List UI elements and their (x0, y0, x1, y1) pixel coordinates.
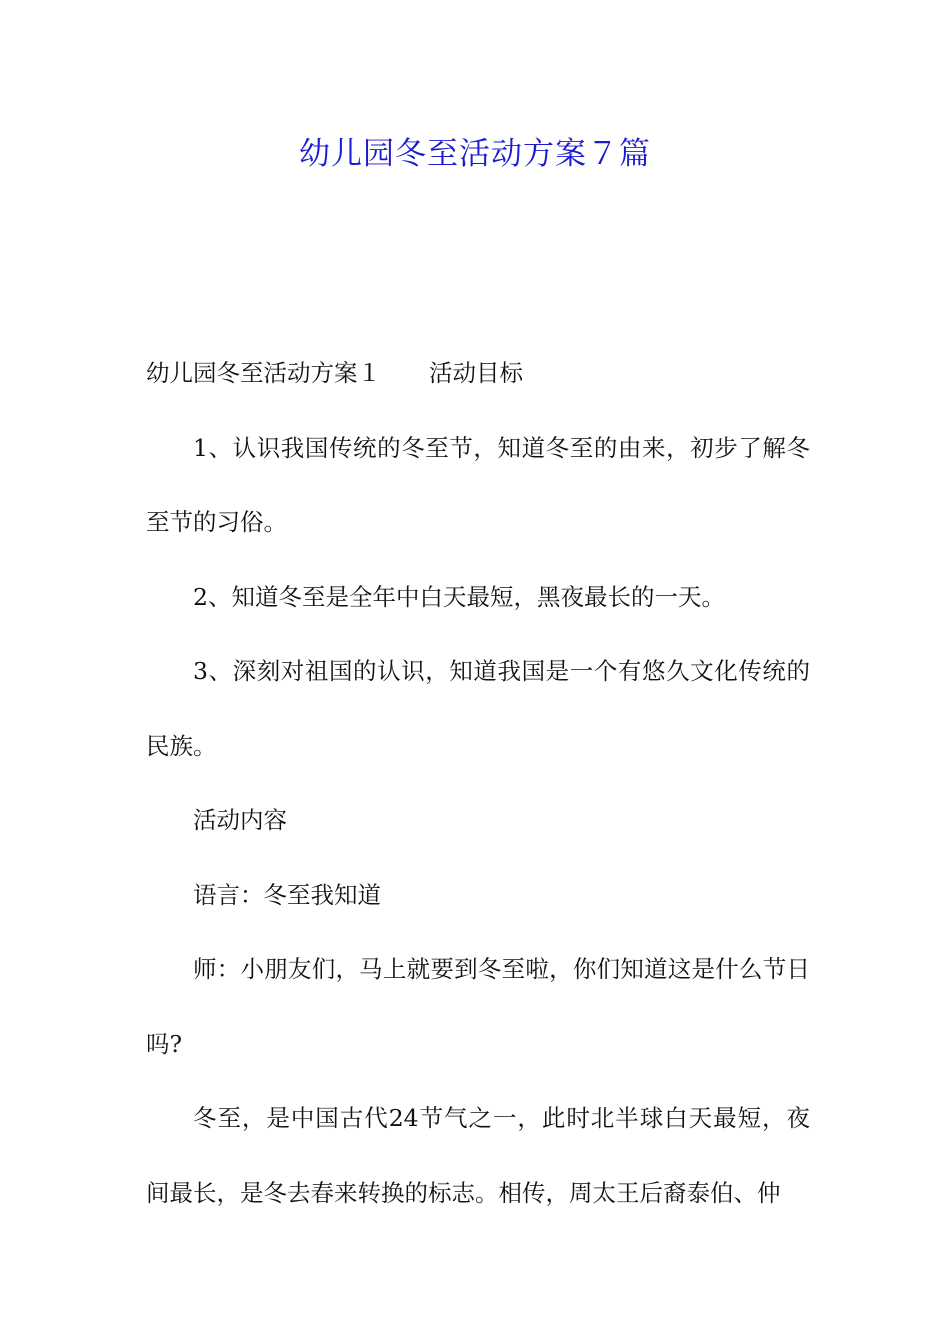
document-body (146, 336, 810, 1230)
paragraph-dongzhi: 冬至，是中国古代24节气之一，此时北半球白天最短，夜间最长，是冬去春来转换的标志。相传，周太王后裔泰伯、仲 (146, 1104, 810, 1207)
paragraph-language: 语言：冬至我知道 (193, 880, 381, 909)
paragraph-content-heading: 活动内容 (193, 806, 287, 834)
paragraph-teacher: 师：小朋友们，马上就要到冬至啦，你们知道这是什么节日吗? (146, 955, 810, 1058)
paragraph-goal-1: 1、认识我国传统的冬至节，知道冬至的由来，初步了解冬至节的习俗。 (146, 433, 810, 536)
document-title: 幼儿园冬至活动方案７篇 (299, 136, 651, 172)
section-subheading: 活动目标 (429, 359, 523, 387)
paragraph-goal-3: 3、深刻对祖国的认识，知道我国是一个有悠久文化传统的民族。 (146, 657, 810, 760)
section-heading: 幼儿园冬至活动方案１ (146, 359, 381, 387)
section-heading-line (146, 336, 810, 411)
paragraph-goal-2: 2、知道冬至是全年中白天最短，黑夜最长的一天。 (193, 582, 725, 611)
